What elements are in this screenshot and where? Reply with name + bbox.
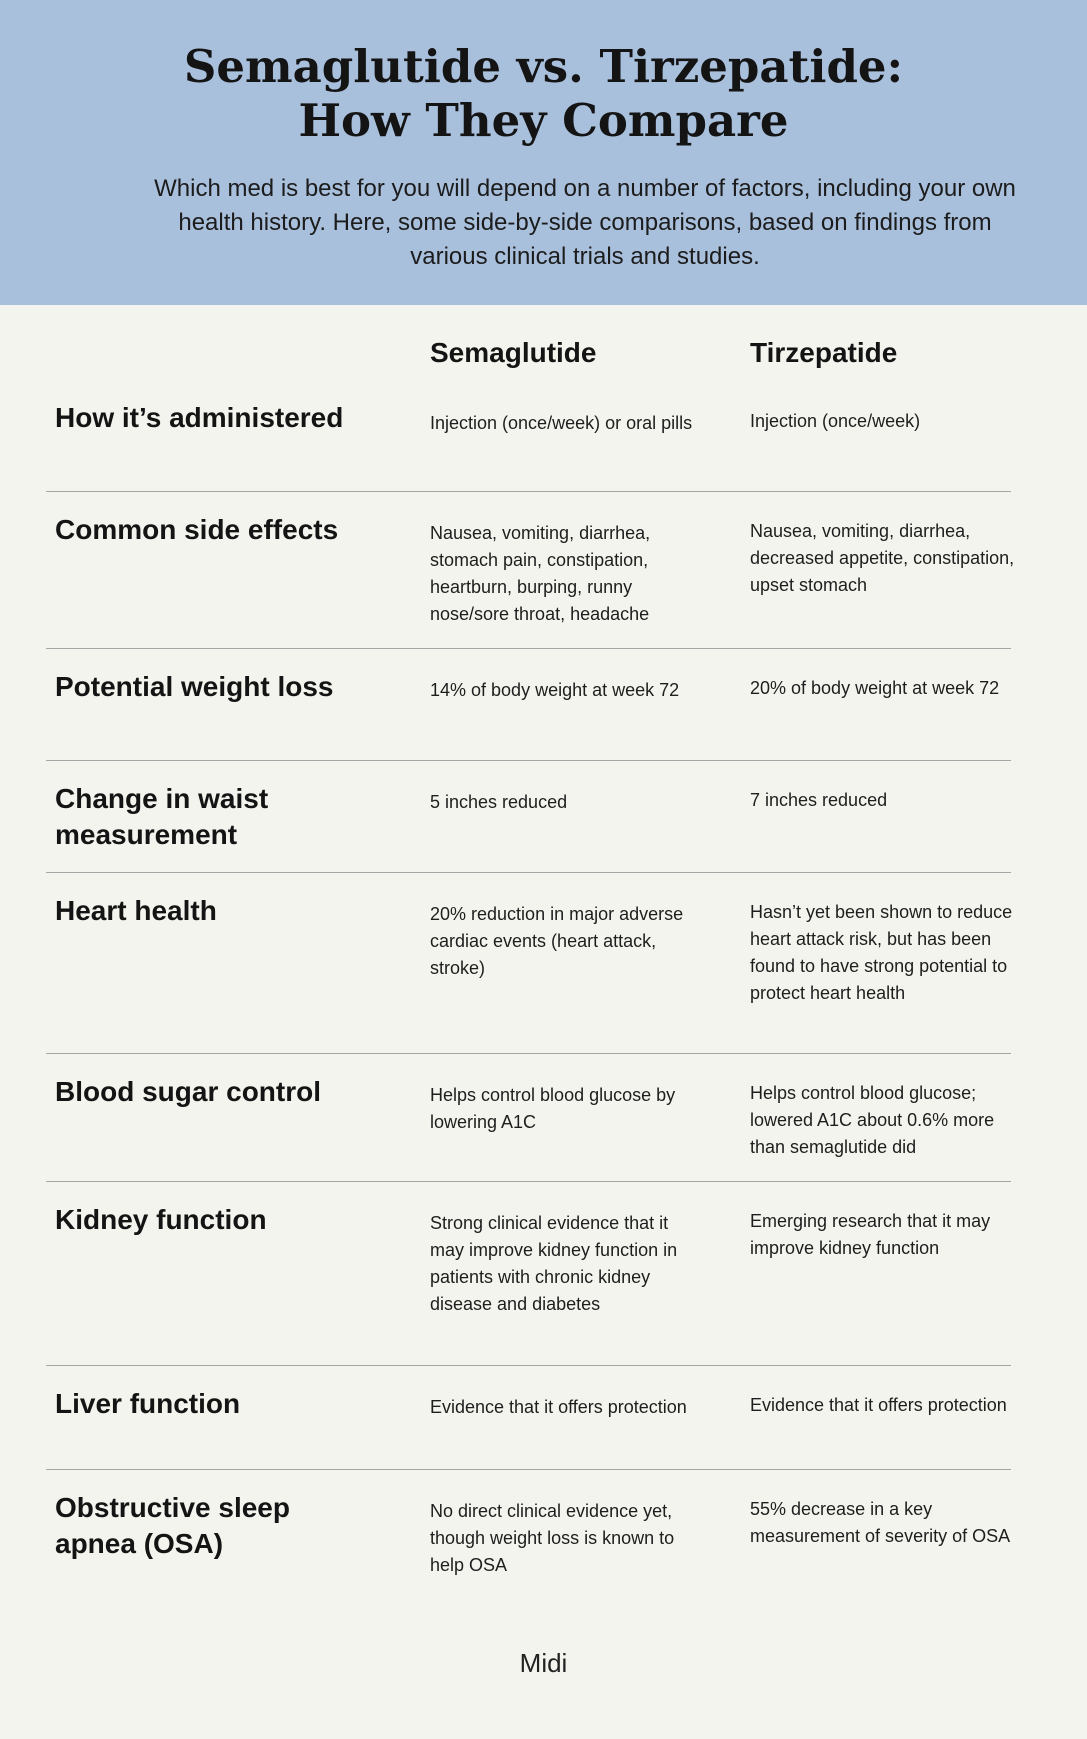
comparison-row-weight-loss: [46, 649, 1011, 761]
row-label: Common side effects: [55, 514, 339, 545]
row-label: Blood sugar control: [55, 1076, 321, 1107]
comparison-row-waist: [46, 761, 1011, 873]
semaglutide-cell: Helps control blood glucose by lowering A1C: [430, 1085, 676, 1132]
page-title: Semaglutide vs. Tirzepatide: How They Compare: [183, 40, 904, 147]
column-header-tirzepatide: Tirzepatide: [750, 337, 898, 368]
row-label: Potential weight loss: [55, 671, 334, 702]
tirzepatide-cell: Emerging research that it may improve kidney function: [750, 1211, 991, 1258]
row-label: Kidney function: [55, 1204, 267, 1235]
tirzepatide-cell: 7 inches reduced: [750, 790, 888, 810]
comparison-row-administration: [46, 390, 1011, 492]
semaglutide-cell: Strong clinical evidence that it may improve kidney function in patients with chronic kidney disease and diabetes: [430, 1213, 678, 1314]
comparison-row-sleep-apnea: [46, 1470, 1011, 1590]
row-label: Liver function: [55, 1388, 241, 1419]
column-header-semaglutide: Semaglutide: [430, 337, 597, 368]
semaglutide-cell: Nausea, vomiting, diarrhea, stomach pain, constipation, heartburn, burping, runny nose/sore throat, headache: [430, 523, 651, 624]
intro-text: Which med is best for you will depend on a number of factors, including your own health history. Here, some side-by-side comparisons, based on findings from various clinical trials and studies.: [154, 175, 1016, 270]
semaglutide-cell: No direct clinical evidence yet, though weight loss is known to help OSA: [430, 1501, 675, 1575]
comparison-row-blood-sugar: [46, 1054, 1011, 1182]
comparison-row-side-effects: [46, 492, 1015, 649]
comparison-row-kidney: [46, 1182, 1011, 1366]
tirzepatide-cell: Nausea, vomiting, diarrhea, decreased appetite, constipation, upset stomach: [750, 521, 1015, 595]
tirzepatide-cell: Helps control blood glucose; lowered A1C about 0.6% more than semaglutide did: [750, 1083, 995, 1157]
header-banner: [0, 0, 1087, 305]
brand-logo-text: Midi: [519, 1648, 568, 1678]
semaglutide-cell: 14% of body weight at week 72: [430, 680, 680, 700]
semaglutide-cell: Injection (once/week) or oral pills: [430, 413, 693, 433]
tirzepatide-cell: 55% decrease in a key measurement of severity of OSA: [750, 1499, 1011, 1546]
comparison-row-liver: [46, 1366, 1011, 1470]
row-label: Obstructive sleep apnea (OSA): [55, 1492, 290, 1559]
tirzepatide-cell: Hasn’t yet been shown to reduce heart attack risk, but has been found to have strong potential to protect heart health: [750, 902, 1013, 1003]
row-label: How it’s administered: [55, 402, 344, 433]
comparison-row-heart-health: [46, 873, 1011, 1054]
row-label: Change in waist measurement: [55, 783, 269, 850]
tirzepatide-cell: Injection (once/week): [750, 411, 921, 431]
semaglutide-cell: Evidence that it offers protection: [430, 1397, 687, 1417]
semaglutide-cell: 20% reduction in major adverse cardiac events (heart attack, stroke): [430, 904, 684, 978]
tirzepatide-cell: 20% of body weight at week 72: [750, 678, 1000, 698]
semaglutide-cell: 5 inches reduced: [430, 792, 568, 812]
tirzepatide-cell: Evidence that it offers protection: [750, 1395, 1007, 1415]
row-label: Heart health: [55, 895, 217, 926]
